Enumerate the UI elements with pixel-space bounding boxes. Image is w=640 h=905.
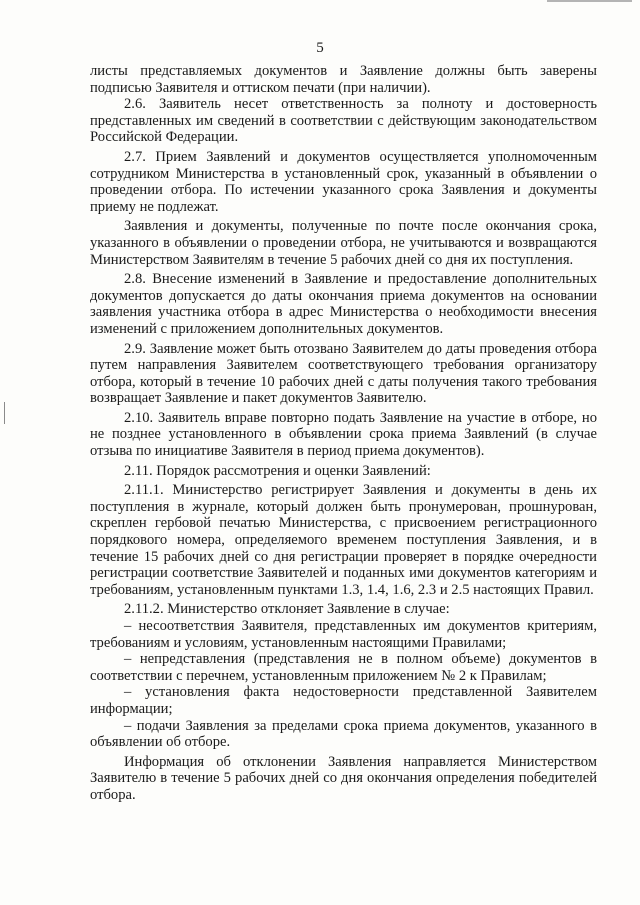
paragraph-2-11: 2.11. Порядок рассмотрения и оценки Заявлений: [124,462,431,479]
paragraph-continuation: листы представляемых документов и Заявление должны быть заверены подписью Заявителя и оттиском печати (при наличии). [90,63,597,96]
list-item-false-information: – установления факта недостоверности представленной Заявителем информации; [90,684,597,717]
paragraph-2-11-1: 2.11.1. Министерство регистрирует Заявления и документы в день их поступления в журнале, который должен быть пронумерован, прошнурован, скреплен гербовой печатью Министерства, с присвоением регистрационного порядкового номера, определяемого временем поступления Заявления, и в течение 15 рабочих дней со дня регистрации проверяет в порядке очередности регистрации соответствие Заявителей и поданных ими документов категориям и требованиям, установленным пунктами 1.3, 1.4, 1.6, 2.3 и 2.5 настоящих Правил. [90,482,597,598]
paragraph-rejection-notice: Информация об отклонении Заявления направляется Министерством Заявителю в течение 5 рабочих дней со дня окончания определения победителей отбора. [90,753,597,803]
paragraph-2-6: 2.6. Заявитель несет ответственность за полноту и достоверность представленных им сведений в соответствии с действующим законодательством Российской Федерации. [90,96,597,146]
document-body [90,63,597,804]
list-item-nonconformity: – несоответствия Заявителя, представленных им документов критериям, требованиям и условиям, установленным настоящими Правилами; [90,618,597,651]
paragraph-mail-applications: Заявления и документы, полученные по почте после окончания срока, указанного в объявлении о проведении отбора, не учитываются и возвращаются Министерством Заявителям в течение 5 рабочих дней со дня их поступления. [90,218,597,268]
scan-edge-mark [547,0,632,2]
paragraph-2-7: 2.7. Прием Заявлений и документов осуществляется уполномоченным сотрудником Министерства в установленный срок, указанный в объявлении о проведении отбора. По истечении указанного срока Заявления и документы приему не подлежат. [90,148,597,215]
paragraph-2-9: 2.9. Заявление может быть отозвано Заявителем до даты проведения отбора путем направления Заявителем соответствующего требования организатору отбора, который в течение 10 рабочих дней с даты получения такого требования возвращает Заявление и пакет документов Заявителю. [90,340,597,407]
list-item-nonsubmission: – непредставления (представления не в полном объеме) документов в соответствии с перечнем, установленным приложением № 2 к Правилам; [90,651,597,684]
page-number: 5 [316,40,324,56]
paragraph-2-8: 2.8. Внесение изменений в Заявление и предоставление дополнительных документов допускается до даты окончания приема документов на основании заявления участника отбора в адрес Министерства о необходимости внесения изменений с приложением дополнительных документов. [90,271,597,337]
scan-margin-mark [4,402,5,424]
list-item-late-submission: – подачи Заявления за пределами срока приема документов, указанного в объявлении об отборе. [90,717,597,751]
paragraph-2-11-2: 2.11.2. Министерство отклоняет Заявление в случае: [124,601,450,618]
paragraph-2-10: 2.10. Заявитель вправе повторно подать Заявление на участие в отборе, но не позднее установленного в объявлении срока приема Заявлений (в случае отзыва по инициативе Заявителя в период приема документов). [90,409,597,460]
